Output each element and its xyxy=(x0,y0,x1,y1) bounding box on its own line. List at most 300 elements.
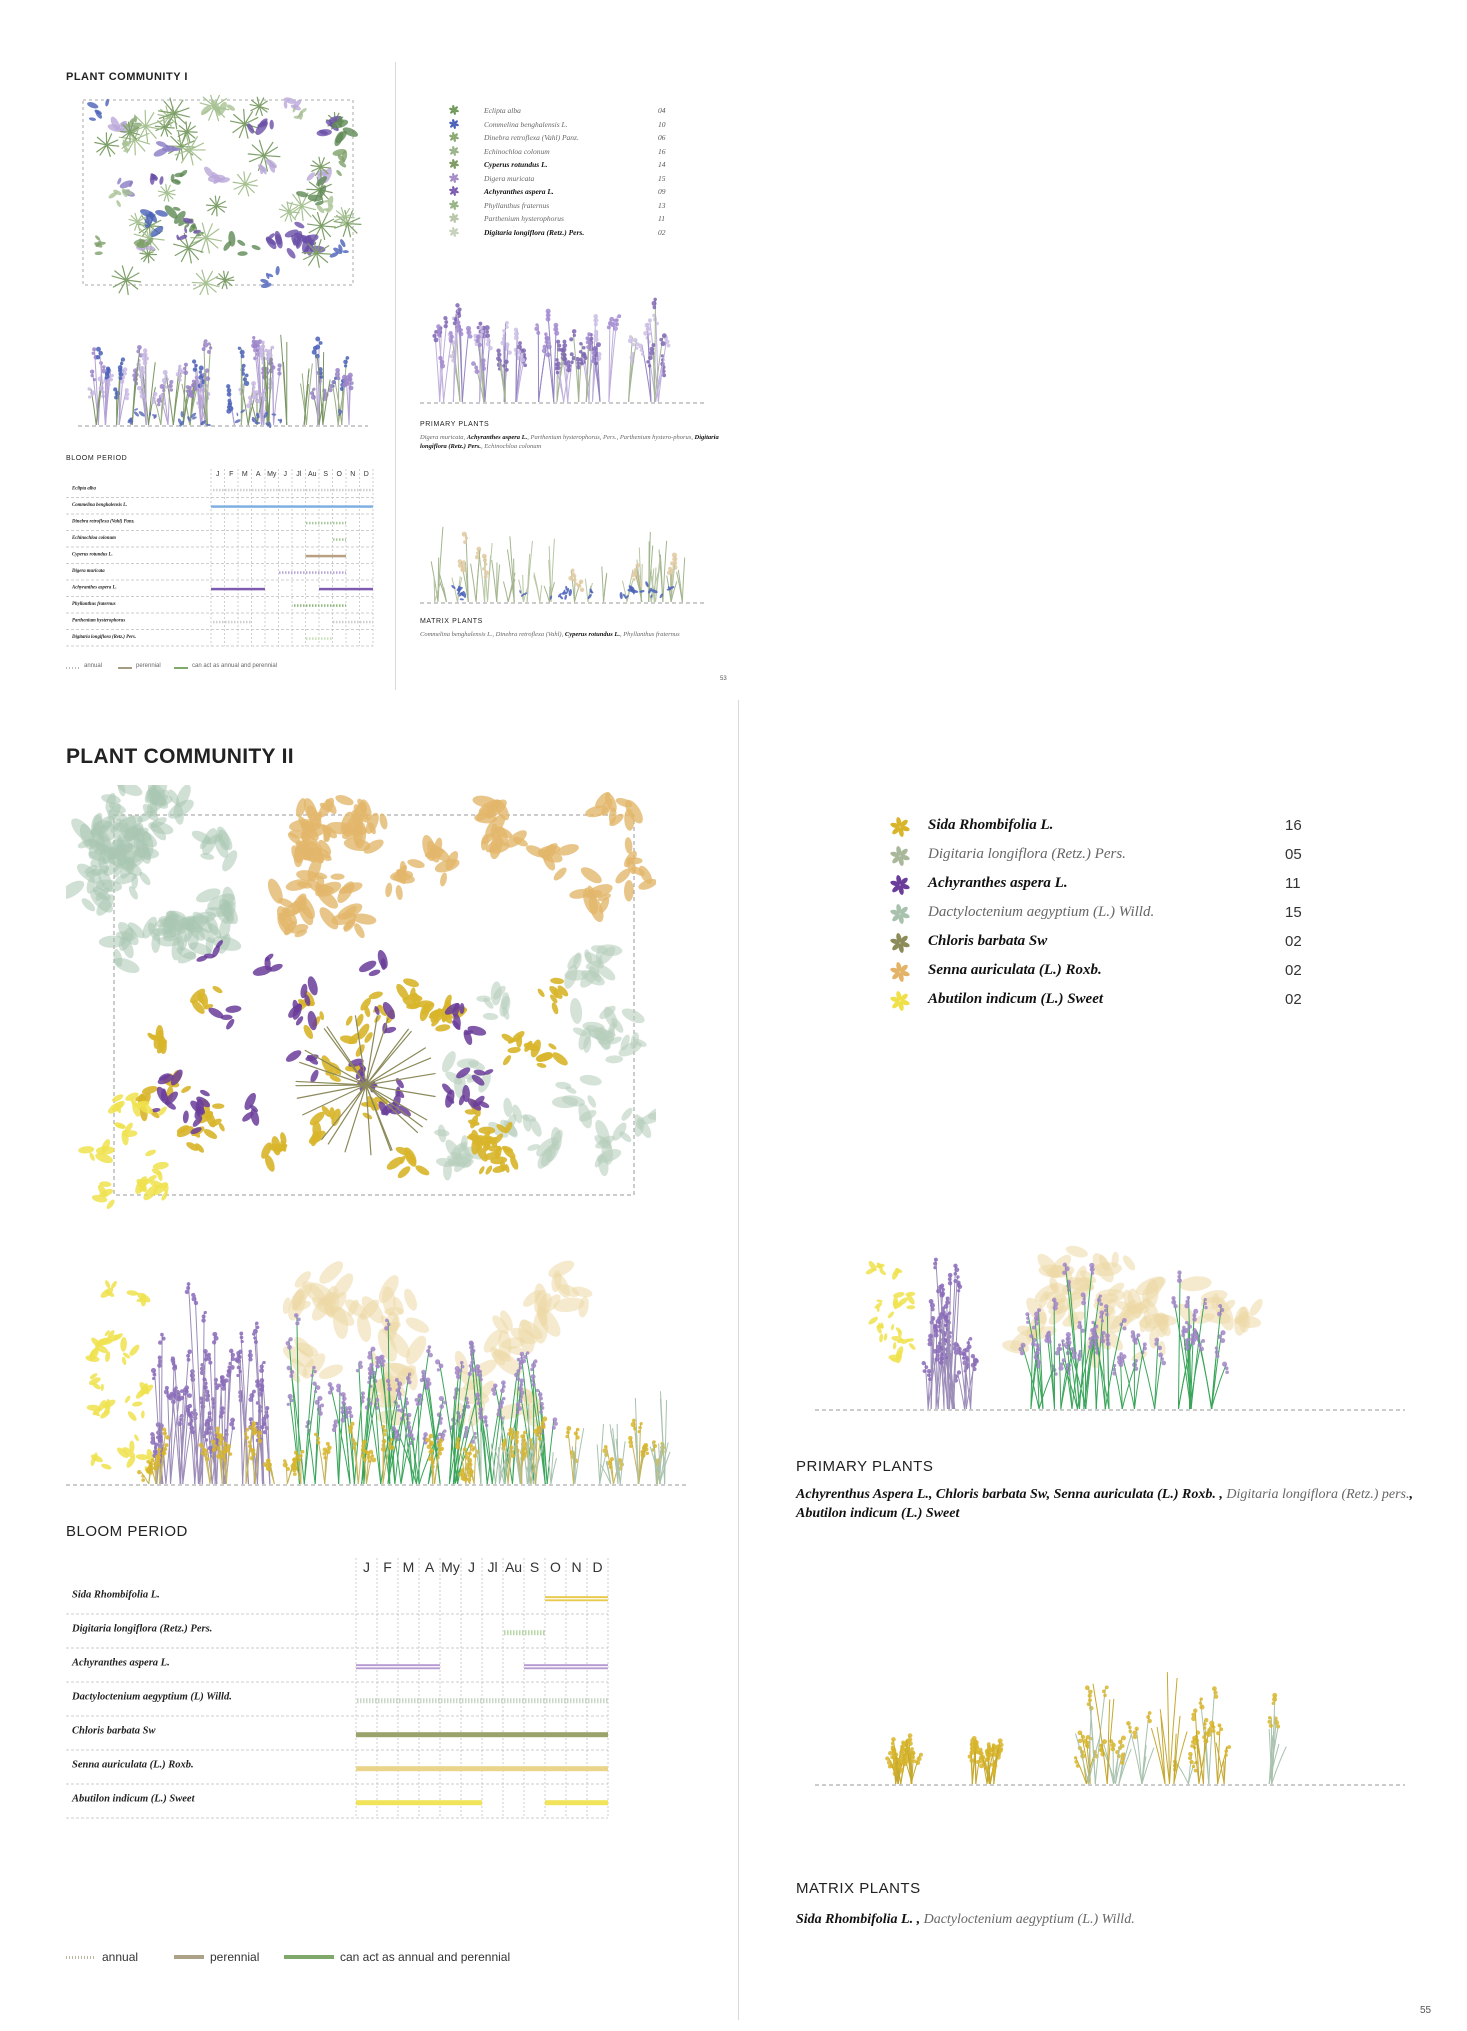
flower-bud xyxy=(594,337,598,341)
flower-bud xyxy=(1065,1266,1070,1271)
plan-illustration-community-2 xyxy=(66,785,656,1215)
flower-bud xyxy=(397,1408,400,1411)
flower-bud xyxy=(633,338,638,343)
flower-bud xyxy=(328,1390,332,1394)
flower-bud xyxy=(460,328,463,331)
species-list-community-2 xyxy=(880,817,1330,1027)
flower-bud xyxy=(1199,1705,1204,1710)
flower-bud xyxy=(449,339,453,343)
flower-bud xyxy=(1212,1729,1216,1733)
flower-bud xyxy=(459,331,464,336)
flower-bud xyxy=(1105,1333,1110,1338)
bloom-bar xyxy=(356,1800,482,1805)
leaf-shape xyxy=(550,1050,570,1068)
flower-bud xyxy=(1074,1760,1078,1764)
flower-bud xyxy=(652,343,656,347)
flower-bud xyxy=(1157,1346,1162,1351)
plant-stem xyxy=(597,1444,600,1484)
flower-bud xyxy=(216,1434,221,1439)
leaf-shape xyxy=(483,1012,499,1020)
flower-bud xyxy=(593,318,598,323)
plant-stem xyxy=(141,1472,149,1484)
plant-icon xyxy=(448,185,460,197)
leaf-shape xyxy=(309,1069,320,1084)
species-name: Digitaria longiflora (Retz.) Pers. xyxy=(484,227,585,237)
flower-bud xyxy=(933,1266,936,1269)
flower-bud xyxy=(653,298,657,302)
grass-blade xyxy=(264,147,277,155)
leaf-shape xyxy=(478,1165,486,1175)
flower-bud xyxy=(477,1398,480,1401)
flower-bud xyxy=(326,1442,330,1446)
leaf-shape xyxy=(293,220,305,229)
flower-bud xyxy=(906,1739,909,1742)
flower-bud xyxy=(962,1352,966,1356)
flower-bud xyxy=(178,365,181,368)
flower-bud xyxy=(185,1290,189,1294)
bloom-period-label-1: BLOOM PERIOD xyxy=(66,455,128,462)
flower-bud xyxy=(294,1313,299,1318)
bloom-row-label: Digitaria longiflora (Retz.) Pers. xyxy=(72,1623,213,1635)
legend-community-2 xyxy=(66,1950,586,1966)
plant-stem xyxy=(1155,1340,1158,1409)
flower-bud xyxy=(523,1355,527,1359)
flower-bud xyxy=(631,1422,636,1427)
species-name: Echinochloa colonum xyxy=(484,146,550,156)
leaf-shape xyxy=(212,1103,224,1109)
flower-bud xyxy=(205,368,209,372)
leaf-shape xyxy=(128,1343,141,1357)
flower-bud xyxy=(962,1356,965,1359)
flower-bud xyxy=(1104,1304,1108,1308)
flower-bud xyxy=(522,1435,525,1438)
flower-bud xyxy=(579,342,583,346)
matrix-plants-caption-1 xyxy=(420,630,720,639)
flower-bud xyxy=(248,1357,252,1361)
community-2-species-row xyxy=(880,904,1330,932)
flower-bud xyxy=(137,345,142,350)
flower-bud xyxy=(387,1387,392,1392)
flower-bud xyxy=(1185,1321,1189,1325)
flower-bud xyxy=(1062,1358,1066,1362)
flower-bud xyxy=(1035,1343,1039,1347)
caption-segment: , Phyllanthus fraternus xyxy=(619,631,680,638)
bloom-row-label: Commelina benghalensis L. xyxy=(72,503,128,509)
flower-bud xyxy=(1191,1341,1195,1345)
species-count: 02 xyxy=(658,227,666,237)
flower-bud xyxy=(638,1426,642,1430)
flower-bud xyxy=(635,347,638,350)
flower-bud xyxy=(974,1743,979,1748)
leaf-shape xyxy=(547,1042,557,1051)
flower-bud xyxy=(998,1745,1002,1749)
flower-bud xyxy=(414,1398,418,1402)
flower-bud xyxy=(158,1356,162,1360)
flower-bud xyxy=(259,353,264,358)
flower-bud xyxy=(892,1750,897,1755)
flower-bud xyxy=(516,1377,520,1381)
flower-bud xyxy=(1099,1302,1103,1306)
flower-bud xyxy=(902,1752,905,1755)
flower-bud xyxy=(1188,1324,1192,1328)
flower-bud xyxy=(203,1385,208,1390)
month-header: Au xyxy=(504,1559,523,1575)
flower-bud xyxy=(938,1321,941,1324)
flower-bud xyxy=(120,362,123,365)
flower-bud xyxy=(170,388,173,391)
flower-bud xyxy=(163,370,168,375)
flower-bud xyxy=(1056,1347,1061,1352)
page-number-53: 53 xyxy=(720,676,727,682)
flower-bud xyxy=(194,364,198,368)
caption-segment: Sida Rhombifolia L. , xyxy=(796,1912,924,1927)
species-count: 05 xyxy=(1285,846,1302,863)
flower-bud xyxy=(268,377,273,382)
caption-segment: Commelina benghalensis L., Dinebra retroflexa (Vahl), xyxy=(420,631,565,638)
plant-stem xyxy=(1059,1345,1061,1409)
plant-stem xyxy=(323,352,324,425)
flower-bud xyxy=(1104,1309,1107,1312)
flower-bud xyxy=(136,350,140,354)
flower-bud xyxy=(1071,1347,1075,1351)
bloom-bar xyxy=(333,538,347,541)
leaf-shape xyxy=(1121,1253,1138,1272)
flower-bud xyxy=(1204,1306,1207,1309)
flower-bud xyxy=(422,1374,426,1378)
flower-bud xyxy=(998,1738,1003,1743)
flower-bud xyxy=(545,340,548,343)
species-name: Achyranthes aspera L. xyxy=(484,187,554,196)
flower-bud xyxy=(234,1357,239,1362)
flower-bud xyxy=(1105,1686,1109,1690)
flower-bud xyxy=(915,1760,920,1765)
flower-bud xyxy=(173,1364,177,1368)
flower-bud xyxy=(151,400,155,404)
flower-bud xyxy=(535,323,538,326)
flower-bud xyxy=(465,1426,469,1430)
flower-bud xyxy=(90,374,93,377)
flower-bud xyxy=(256,399,260,403)
flower-bud xyxy=(566,368,571,373)
flower-bud xyxy=(183,1388,188,1393)
leaf-shape xyxy=(330,873,344,880)
flower-bud xyxy=(287,1366,292,1371)
leaf-shape xyxy=(550,977,564,984)
flower-bud xyxy=(1218,1304,1222,1308)
flower-bud xyxy=(928,1377,932,1381)
flower-bud xyxy=(505,325,509,329)
flower-bud xyxy=(1018,1347,1023,1352)
flower-bud xyxy=(426,1349,430,1353)
community-1-species-row xyxy=(440,174,670,187)
plant-stem xyxy=(660,1399,664,1484)
flower-bud xyxy=(252,386,256,390)
flower-bud xyxy=(253,1427,258,1432)
leaf-shape xyxy=(284,1048,303,1064)
flower-bud xyxy=(262,1417,267,1422)
flower-bud xyxy=(476,335,481,340)
flower-bud xyxy=(478,1411,482,1415)
flower-bud xyxy=(158,1438,162,1442)
flower-bud xyxy=(314,1390,317,1393)
flower-bud xyxy=(301,1450,305,1454)
flower-bud xyxy=(408,1373,411,1376)
flower-bud xyxy=(1193,1309,1198,1314)
leaf-shape xyxy=(316,128,332,137)
flower-bud xyxy=(362,1440,367,1445)
flower-bud xyxy=(395,1378,399,1382)
flower-bud xyxy=(937,1325,941,1329)
flower-bud xyxy=(283,1462,288,1467)
flower-bud xyxy=(1058,1343,1061,1346)
flower-bud xyxy=(906,1746,910,1750)
species-name: Sida Rhombifolia L. xyxy=(928,817,1054,833)
flower-bud xyxy=(333,1423,338,1428)
leaf-shape xyxy=(334,793,355,807)
leaf-shape xyxy=(619,1106,634,1122)
flower-bud xyxy=(152,396,156,400)
flower-bud xyxy=(192,1296,197,1301)
flower-bud xyxy=(158,1434,162,1438)
flower-bud xyxy=(969,1337,973,1341)
leaf-shape xyxy=(501,1054,512,1067)
flower-bud xyxy=(227,1369,232,1374)
flower-bud xyxy=(933,1262,937,1266)
flower-bud xyxy=(505,368,509,372)
flower-bud xyxy=(539,1397,543,1401)
flower-bud xyxy=(1100,1339,1105,1344)
flower-bud xyxy=(523,363,527,367)
flower-bud xyxy=(652,301,657,306)
flower-bud xyxy=(244,381,249,386)
flower-bud xyxy=(125,396,129,400)
flower-bud xyxy=(319,341,323,345)
flower-bud xyxy=(1186,1296,1190,1300)
flower-bud xyxy=(113,387,117,391)
flower-bud xyxy=(137,1470,141,1474)
flower-bud xyxy=(570,360,574,364)
flower-bud xyxy=(1031,1342,1036,1347)
flower-bud xyxy=(429,1440,434,1445)
flower-bud xyxy=(493,1384,498,1389)
flower-bud xyxy=(891,1742,895,1746)
flower-bud xyxy=(594,330,598,334)
flower-bud xyxy=(162,378,167,383)
flower-bud xyxy=(227,399,231,403)
flower-bud xyxy=(1224,1753,1227,1756)
flower-bud xyxy=(640,348,644,352)
flower-bud xyxy=(164,386,167,389)
grass-blade xyxy=(289,212,299,213)
flower-bud xyxy=(428,1353,433,1358)
flower-bud xyxy=(1200,1697,1203,1700)
grass-blade xyxy=(317,253,331,254)
flower-bud xyxy=(96,355,100,359)
flower-bud xyxy=(544,336,549,341)
grass-blade xyxy=(297,1085,366,1098)
flower-bud xyxy=(439,1396,444,1401)
flower-bud xyxy=(251,381,256,386)
flower-bud xyxy=(1272,1697,1277,1702)
flower-bud xyxy=(1186,1338,1190,1342)
flower-bud xyxy=(119,377,122,380)
flower-bud xyxy=(885,1756,889,1760)
flower-bud xyxy=(1037,1308,1041,1312)
flower-bud xyxy=(568,576,573,581)
flower-bud xyxy=(1121,1736,1126,1741)
flower-bud xyxy=(478,1407,483,1412)
flower-bud xyxy=(641,353,644,356)
legend-perennial-swatch-2 xyxy=(174,1955,204,1959)
flower-bud xyxy=(376,1364,380,1368)
flower-bud xyxy=(371,1457,376,1462)
flower-bud xyxy=(336,1388,340,1392)
flower-bud xyxy=(1036,1364,1040,1368)
flower-bud xyxy=(530,1368,534,1372)
flower-bud xyxy=(954,1267,959,1272)
plant-stem xyxy=(622,581,626,602)
month-header: O xyxy=(336,471,342,478)
flower-bud xyxy=(533,1429,538,1434)
flower-bud xyxy=(205,1353,209,1357)
flower-bud xyxy=(1088,1694,1092,1698)
flower-bud xyxy=(90,390,95,395)
flower-bud xyxy=(462,532,467,537)
flower-bud xyxy=(316,1385,321,1390)
plant-stem xyxy=(549,1460,551,1484)
flower-bud xyxy=(471,1345,475,1349)
flower-bud xyxy=(479,1415,484,1420)
flower-bud xyxy=(565,1435,568,1438)
flower-bud xyxy=(460,1361,464,1365)
grass-blade xyxy=(192,282,206,283)
flower-bud xyxy=(367,1355,372,1360)
flower-bud xyxy=(580,362,584,366)
bloom-row-label: Abutilon indicum (L.) Sweet xyxy=(72,1793,195,1805)
plant-icon xyxy=(888,902,912,926)
flower-bud xyxy=(516,1369,520,1373)
flower-bud xyxy=(1102,1690,1106,1694)
flower-bud xyxy=(262,1361,265,1364)
flower-bud xyxy=(201,1318,206,1323)
flower-bud xyxy=(973,1362,977,1366)
flower-bud xyxy=(430,1449,435,1454)
flower-bud xyxy=(350,381,354,385)
leaf-shape xyxy=(484,1164,493,1175)
flower-bud xyxy=(176,372,181,377)
leaf-shape xyxy=(624,880,634,902)
flower-bud xyxy=(329,1386,334,1391)
flower-bud xyxy=(521,348,526,353)
flower-bud xyxy=(443,1429,447,1433)
flower-bud xyxy=(1119,1323,1123,1327)
flower-bud xyxy=(1215,1346,1218,1349)
leaf-shape xyxy=(578,864,604,886)
leaf-shape xyxy=(490,981,502,1005)
flower-bud xyxy=(1193,1708,1197,1712)
plant-icon xyxy=(448,172,460,184)
flower-bud xyxy=(428,1345,432,1349)
community-1-species-row xyxy=(440,106,670,119)
flower-bud xyxy=(149,1462,154,1467)
flower-bud xyxy=(297,1318,301,1322)
flower-bud xyxy=(1191,1713,1195,1717)
flower-bud xyxy=(485,333,490,338)
flower-bud xyxy=(186,1286,190,1290)
flower-bud xyxy=(1186,1346,1189,1349)
flower-bud xyxy=(224,1442,227,1445)
flower-bud xyxy=(444,324,448,328)
flower-bud xyxy=(948,1311,951,1314)
flower-bud xyxy=(586,345,590,349)
flower-bud xyxy=(1199,1701,1202,1704)
grass-blade xyxy=(97,145,107,152)
plant-icon xyxy=(888,960,912,984)
flower-bud xyxy=(592,355,595,358)
flower-bud xyxy=(461,1473,465,1477)
flower-bud xyxy=(491,1387,496,1392)
flower-bud xyxy=(526,1351,530,1355)
flower-bud xyxy=(462,1477,467,1482)
flower-bud xyxy=(1111,1747,1116,1752)
flower-bud xyxy=(407,1433,412,1438)
leaf-shape xyxy=(619,592,623,599)
flower-bud xyxy=(586,337,590,341)
plant-stem xyxy=(1212,1333,1222,1409)
flower-bud xyxy=(395,1435,398,1438)
flower-bud xyxy=(1126,1721,1131,1726)
flower-bud xyxy=(1035,1357,1039,1361)
species-name: Dinebra retroflexa (Vahl) Panz. xyxy=(484,133,579,142)
community-2-species-row xyxy=(880,962,1330,990)
flower-bud xyxy=(628,1440,633,1445)
species-name: Digera muricata xyxy=(484,173,535,183)
species-name: Dactyloctenium aegyptium (L.) Willd. xyxy=(928,904,1155,920)
leaf-shape xyxy=(414,1163,431,1177)
leaf-shape xyxy=(586,1094,598,1109)
flower-bud xyxy=(437,1368,440,1371)
flower-bud xyxy=(208,1416,211,1419)
grass-blade xyxy=(207,205,217,206)
flower-bud xyxy=(455,1444,460,1449)
flower-bud xyxy=(653,306,657,310)
leaf-shape xyxy=(101,1384,105,1391)
leaf-shape xyxy=(406,858,425,870)
flower-bud xyxy=(465,537,468,540)
leaf-shape xyxy=(115,199,121,207)
flower-bud xyxy=(183,367,186,370)
flower-bud xyxy=(955,1343,959,1347)
grass-blade xyxy=(181,146,195,147)
page-title-community-2: PLANT COMMUNITY II xyxy=(66,745,294,768)
flower-bud xyxy=(385,1319,389,1323)
flower-bud xyxy=(358,1364,363,1369)
community-1-species-row xyxy=(440,147,670,160)
flower-bud xyxy=(266,1459,270,1463)
flower-bud xyxy=(541,1406,545,1410)
flower-bud xyxy=(156,1459,161,1464)
legend-both-swatch-2 xyxy=(284,1955,334,1959)
flower-bud xyxy=(165,1386,169,1390)
flower-bud xyxy=(1099,1310,1104,1315)
flower-bud xyxy=(151,1458,155,1462)
flower-bud xyxy=(1101,1335,1104,1338)
flower-bud xyxy=(249,1426,252,1429)
flower-bud xyxy=(531,1363,536,1368)
flower-bud xyxy=(937,1316,942,1321)
flower-bud xyxy=(191,1430,195,1434)
flower-bud xyxy=(486,342,491,347)
